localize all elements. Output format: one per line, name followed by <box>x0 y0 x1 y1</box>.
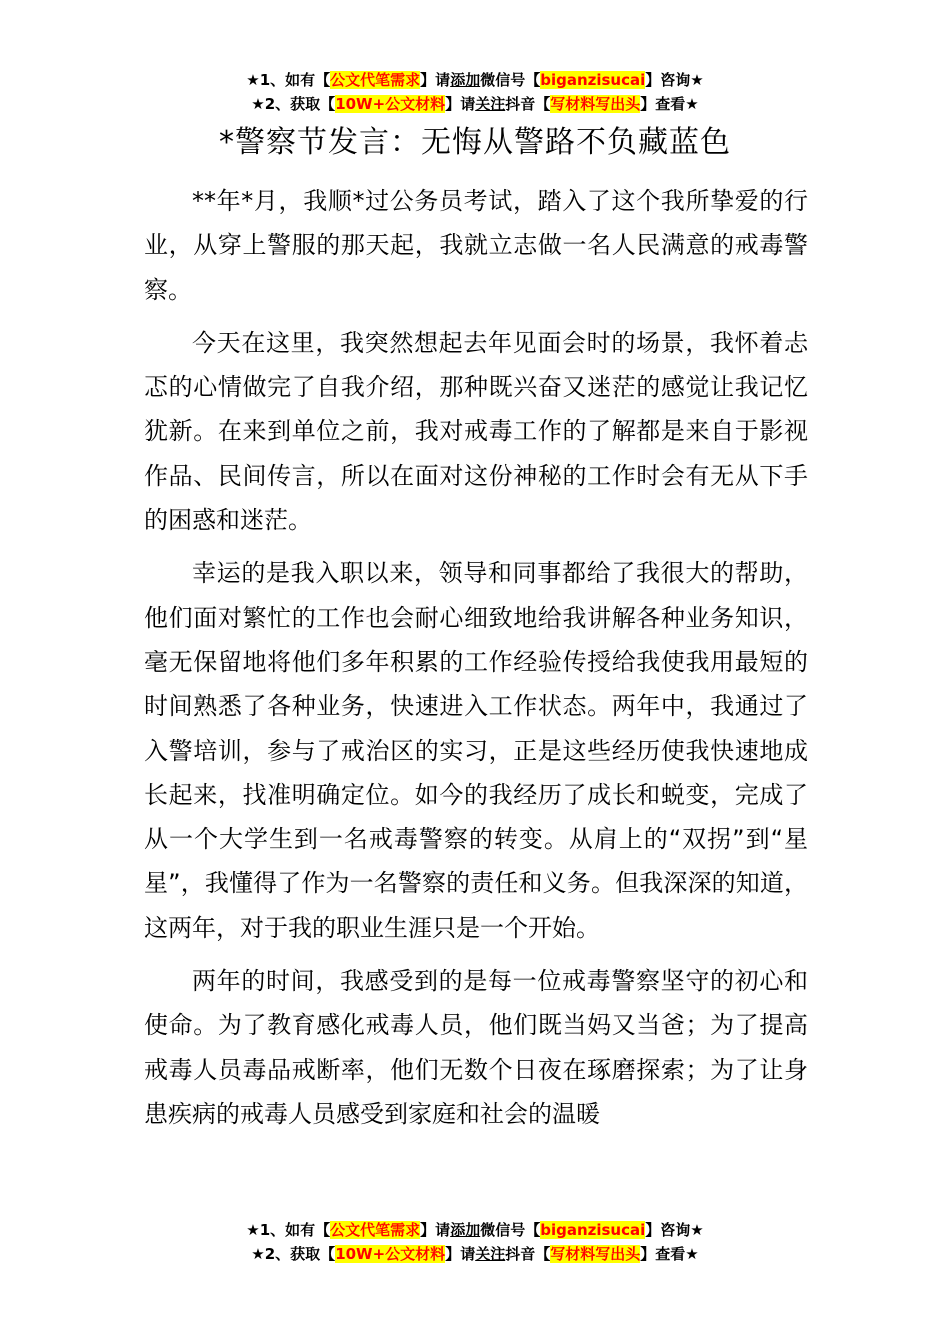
document-body <box>144 179 808 1145</box>
promo-highlight-materials: 10W+公文材料 <box>335 95 446 113</box>
promo-line1-text: 】请 <box>420 71 451 89</box>
promo-line2-text: 】请 <box>445 95 476 113</box>
promo-underline-follow: 关注 <box>475 1245 506 1263</box>
footer-promo-banner <box>0 1218 950 1266</box>
promo-line-2 <box>0 92 950 116</box>
promo-line1-text2: 微信号【 <box>480 1221 541 1239</box>
promo-line2-suffix: 】查看★ <box>640 1245 699 1263</box>
paragraph-4: 两年的时间，我感受到的是每一位戒毒警察坚守的初心和使命。为了教育感化戒毒人员，他们既当妈又当爸；为了提高戒毒人员毒品戒断率，他们无数个日夜在琢磨探索；为了让身患疾病的戒毒人员感受到家庭和社会的温暖 <box>144 967 808 1128</box>
promo-line1-text: 】请 <box>420 1221 451 1239</box>
promo-underline-add: 添加 <box>450 71 481 89</box>
promo-line-1 <box>0 68 950 92</box>
promo-line2-suffix: 】查看★ <box>640 95 699 113</box>
promo-underline-follow: 关注 <box>475 95 506 113</box>
paragraph-3: 幸运的是我入职以来，领导和同事都给了我很大的帮助，他们面对繁忙的工作也会耐心细致地给我讲解各种业务知识，毫无保留地将他们多年积累的工作经验传授给我使我用最短的时间熟悉了各种业务，快速进入工作状态。两年中，我通过了入警培训，参与了戒治区的实习，正是这些经历使我快速地成长起来，找准明确定位。如今的我经历了成长和蜕变，完成了从一个大学生到一名戒毒警察的转变。从肩上的“双拐”到“星星”，我懂得了作为一名警察的责任和义务。但我深深的知道，这两年，对于我的职业生涯只是一个开始。 <box>144 559 808 942</box>
promo-line-1 <box>0 1218 950 1242</box>
promo-line1-prefix: ★1、如有【 <box>246 71 331 89</box>
promo-highlight-ghostwriting: 公文代笔需求 <box>330 71 421 89</box>
promo-underline-add: 添加 <box>450 1221 481 1239</box>
promo-highlight-wechat-id: biganzisucai <box>540 1221 646 1239</box>
promo-line2-text2: 抖音【 <box>505 1245 551 1263</box>
promo-highlight-materials: 10W+公文材料 <box>335 1245 446 1263</box>
promo-line2-text: 】请 <box>445 1245 476 1263</box>
promo-line1-suffix: 】咨询★ <box>645 1221 704 1239</box>
promo-line1-text2: 微信号【 <box>480 71 541 89</box>
promo-line2-prefix: ★2、获取【 <box>251 95 336 113</box>
paragraph-2: 今天在这里，我突然想起去年见面会时的场景，我怀着忐忑的心情做完了自我介绍，那种既兴奋又迷茫的感觉让我记忆犹新。在来到单位之前，我对戒毒工作的了解都是来自于影视作品、民间传言，所以在面对这份神秘的工作时会有无从下手的困惑和迷茫。 <box>144 328 808 535</box>
promo-line1-suffix: 】咨询★ <box>645 71 704 89</box>
promo-line2-prefix: ★2、获取【 <box>251 1245 336 1263</box>
promo-line-2 <box>0 1242 950 1266</box>
header-promo-banner <box>0 68 950 116</box>
promo-highlight-wechat-id: biganzisucai <box>540 71 646 89</box>
promo-highlight-douyin: 写材料写出头 <box>550 95 641 113</box>
paragraph-1: **年*月，我顺*过公务员考试，踏入了这个我所挚爱的行业，从穿上警服的那天起，我就立志做一名人民满意的戒毒警察。 <box>144 187 808 304</box>
promo-highlight-ghostwriting: 公文代笔需求 <box>330 1221 421 1239</box>
promo-highlight-douyin: 写材料写出头 <box>550 1245 641 1263</box>
promo-line1-prefix: ★1、如有【 <box>246 1221 331 1239</box>
promo-line2-text2: 抖音【 <box>505 95 551 113</box>
document-title: *警察节发言：无悔从警路不负藏蓝色 <box>219 125 731 160</box>
